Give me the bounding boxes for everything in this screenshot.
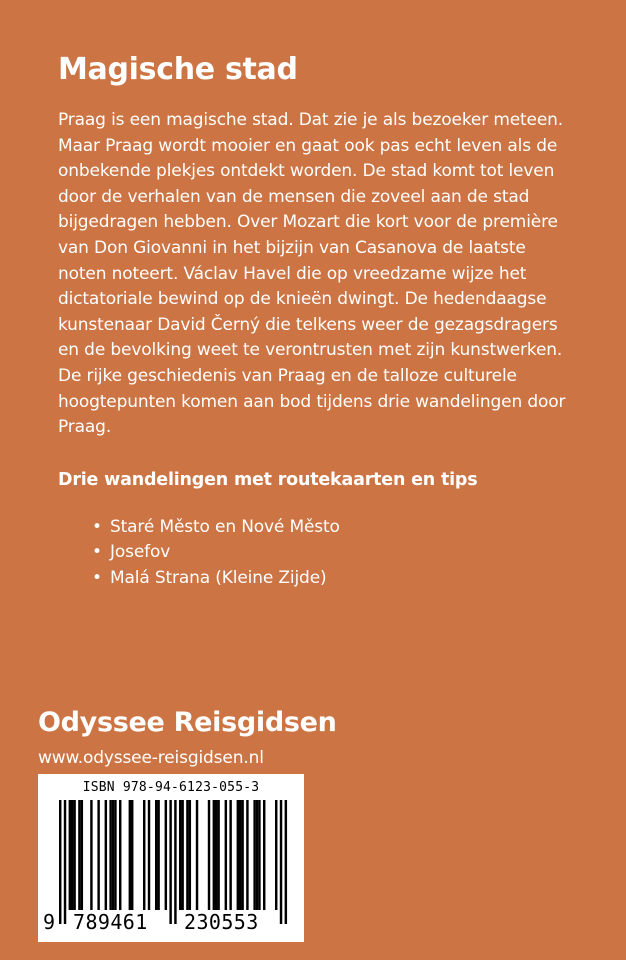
barcode-bar bbox=[239, 800, 241, 910]
barcode-bar bbox=[157, 800, 159, 910]
barcode-bar bbox=[208, 800, 210, 910]
barcode-bar bbox=[213, 800, 215, 910]
barcode-bar bbox=[256, 800, 258, 910]
list-item-text: Josefov bbox=[110, 542, 171, 563]
barcode-bar bbox=[73, 800, 75, 910]
barcode-bar bbox=[217, 800, 219, 910]
barcode-bar bbox=[215, 800, 217, 910]
barcode-bar bbox=[246, 800, 248, 910]
barcode-bar bbox=[186, 800, 188, 910]
walks-list bbox=[58, 515, 578, 592]
list-item-text: Staré Město en Nové Město bbox=[110, 516, 340, 537]
barcode-bar bbox=[275, 800, 277, 910]
barcode-guard-bar bbox=[280, 800, 282, 924]
bullet-icon: • bbox=[92, 542, 102, 563]
barcode-guard-bar bbox=[285, 800, 287, 924]
publisher-website: www.odyssee-reisgidsen.nl bbox=[38, 748, 264, 768]
barcode-bar bbox=[241, 800, 243, 910]
barcode-bar bbox=[258, 800, 260, 910]
description-paragraph-1: Praag is een magische stad. Dat zie je als bezoeker meteen. Maar Praag wordt mooier en gaat ook pas echt leven als de onbekende plekjes ontdekt worden. De stad komt tot leven door de verhalen van de mensen die zoveel aan de stad bijgedragen hebben. Over Mozart die kort voor de première van Don Giovanni in het bijzijn van Casanova de laatste noten noteert. Václav Havel die op vreedzame wijze het dictatoriale bewind op de knieën dwingt. De hedendaagse kunstenaar David Černý die telkens weer de gezagsdragers en de bevolking weet te verontrusten met zijn kunstwerken. bbox=[58, 110, 564, 361]
barcode-bar bbox=[196, 800, 198, 910]
isbn-label: ISBN 978-94-6123-055-3 bbox=[82, 780, 260, 795]
barcode-bar bbox=[81, 800, 83, 910]
barcode-bar bbox=[119, 800, 121, 910]
barcode-bar bbox=[71, 800, 73, 910]
barcode-digit-first: 9 bbox=[43, 910, 56, 934]
isbn-barcode bbox=[38, 774, 304, 942]
bullet-icon: • bbox=[92, 516, 102, 537]
barcode-guard-bar bbox=[64, 800, 66, 924]
barcode-bar bbox=[78, 800, 80, 910]
barcode-bar bbox=[155, 800, 157, 910]
barcode-bar bbox=[237, 800, 239, 910]
barcode-bar bbox=[69, 800, 71, 910]
list-item bbox=[92, 540, 578, 566]
list-item bbox=[92, 515, 578, 541]
barcode-bar bbox=[112, 800, 114, 910]
barcode-guard-bar bbox=[174, 800, 176, 924]
list-item bbox=[92, 566, 578, 592]
barcode-bar bbox=[181, 800, 183, 910]
barcode-guard-bar bbox=[59, 800, 61, 924]
barcode-bar bbox=[179, 800, 181, 910]
barcode-bar bbox=[97, 800, 99, 910]
barcode-bar bbox=[229, 800, 231, 910]
barcode-bar bbox=[253, 800, 255, 910]
barcode-bar bbox=[90, 800, 92, 910]
barcode-digits-right: 230553 bbox=[184, 910, 259, 934]
barcode-bar bbox=[105, 800, 107, 910]
description-paragraph-2: De rijke geschiedenis van Praag en de talloze culturele hoogtepunten komen aan bod tijdens drie wandelingen door Praag. bbox=[58, 365, 566, 438]
barcode-bar bbox=[148, 800, 150, 910]
barcode-bar bbox=[225, 800, 227, 910]
barcode-bar bbox=[165, 800, 167, 910]
barcode-bar bbox=[129, 800, 131, 910]
bullet-icon: • bbox=[92, 567, 102, 588]
barcode-bar bbox=[189, 800, 191, 910]
barcode-bar bbox=[131, 800, 133, 910]
cover-title: Magische stad bbox=[58, 52, 298, 87]
list-item-text: Malá Strana (Kleine Zijde) bbox=[110, 567, 327, 588]
barcode-guard-bar bbox=[169, 800, 171, 924]
walks-subheading: Drie wandelingen met routekaarten en tips bbox=[58, 469, 478, 490]
publisher-name: Odyssee Reisgidsen bbox=[38, 707, 337, 738]
barcode-digits-left: 789461 bbox=[73, 910, 148, 934]
barcode-bar bbox=[263, 800, 265, 910]
barcode-bar bbox=[114, 800, 116, 910]
barcode-bar bbox=[143, 800, 145, 910]
barcode-bar bbox=[109, 800, 111, 910]
back-cover-content bbox=[58, 50, 578, 592]
